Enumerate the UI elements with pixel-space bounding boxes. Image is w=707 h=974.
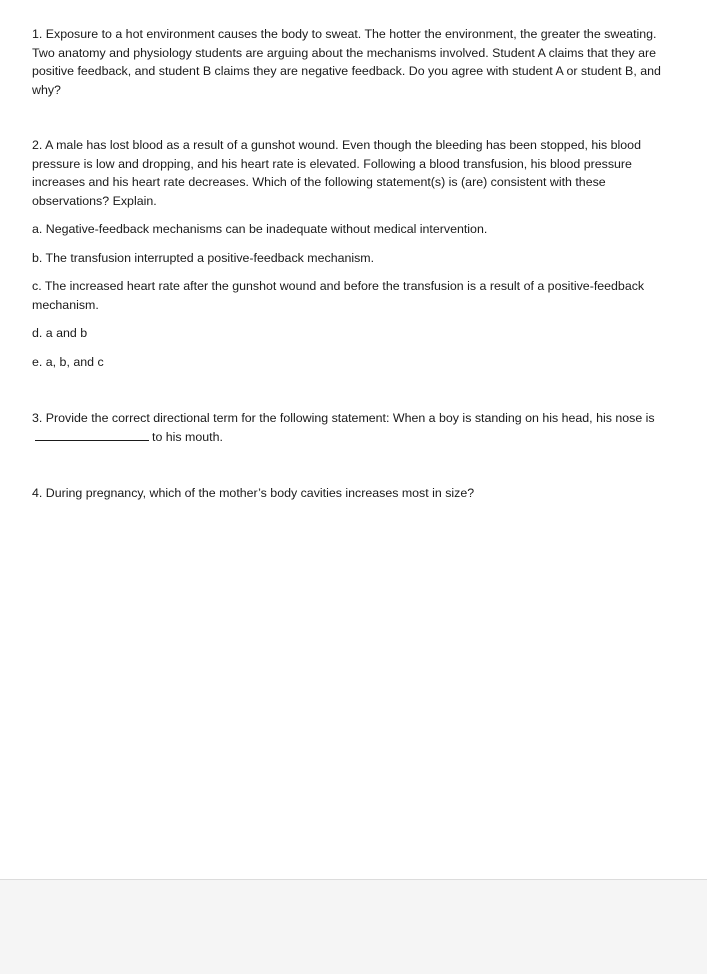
viewer-background [0,879,707,974]
question-2-option-d: d. a and b [32,326,88,340]
question-2-option-c: c. The increased heart rate after the gunshot wound and before the transfusion is a result of a positive-feedback mechanism. [32,279,645,312]
question-2: 2. A male has lost blood as a result of a gunshot wound. Even though the bleeding has been stopped, his blood pressure is low and dropping, and his heart rate is elevated. Following a blood transfusion, his blood pressure increases and his heart rate decreases. Which of the following statement(s) is (are) consistent with these observations? Explain. [32,138,641,208]
question-2-option-a: a. Negative-feedback mechanisms can be inadequate without medical intervention. [32,222,488,236]
question-1: 1. Exposure to a hot environment causes the body to sweat. The hotter the environment, the greater the sweating. Two anatomy and physiology students are arguing about the mechanisms involved. Student A claims that they are positive feedback, and student B claims they are negative feedback. Do you agree with student A or student B, and why? [32,27,661,97]
question-3-text-before: 3. Provide the correct directional term for the following statement: When a boy is standing on his head, his nose is [32,411,655,425]
question-3-text-after: to his mouth. [152,429,223,444]
document-content [32,25,672,503]
answer-blank [35,428,149,441]
question-2-option-e: e. a, b, and c [32,354,104,369]
question-2-option-b: b. The transfusion interrupted a positive-feedback mechanism. [32,250,375,265]
question-3 [32,409,672,446]
question-4: 4. During pregnancy, which of the mother’s body cavities increases most in size? [32,486,475,500]
